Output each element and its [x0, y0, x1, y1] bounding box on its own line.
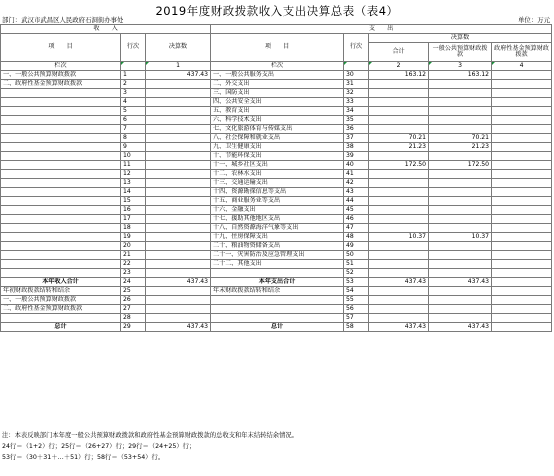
year-income-label: 本年收入合计 — [1, 278, 121, 287]
table-row — [1, 80, 552, 89]
carry-in-line: 25 — [121, 287, 146, 296]
expense-item-cell: 十九、住房保障支出 — [211, 233, 344, 242]
expense-item-cell: 二十二、其他支出 — [211, 260, 344, 269]
carry-out-sub1-general — [429, 296, 492, 305]
expense-fund-cell — [492, 71, 552, 80]
expense-item-cell: 十一、城乡社区支出 — [211, 161, 344, 170]
carry-out-sub2-label — [211, 305, 344, 314]
expense-line-cell: 36 — [344, 125, 369, 134]
income-item-cell — [1, 125, 121, 134]
expense-line-cell: 48 — [344, 233, 369, 242]
expense-general-cell — [429, 269, 492, 278]
income-line-cell: 23 — [121, 269, 146, 278]
expense-fund-cell — [492, 242, 552, 251]
expense-final-group-header: 决算数 — [369, 34, 552, 43]
income-line-cell: 16 — [121, 206, 146, 215]
note-line: 53行＝（30＋31＋…＋51）行；58行＝（53+54）行。 — [2, 454, 165, 461]
expense-total-cell — [369, 206, 429, 215]
income-amount-cell — [146, 80, 211, 89]
income-amount-cell — [146, 89, 211, 98]
income-final-header: 决算数 — [146, 34, 211, 62]
carry-out-sub2-fund — [492, 305, 552, 314]
income-item-cell — [1, 116, 121, 125]
income-item-cell — [1, 170, 121, 179]
expense-item-cell: 十二、农林水支出 — [211, 170, 344, 179]
carry-sub2-amount — [146, 305, 211, 314]
blank-row-amount — [146, 314, 211, 323]
expense-general-cell — [429, 251, 492, 260]
income-item-cell — [1, 260, 121, 269]
blank-row-total — [369, 314, 429, 323]
income-line-cell: 4 — [121, 98, 146, 107]
expense-line-cell: 42 — [344, 179, 369, 188]
expense-item-cell: 十七、援助其他地区支出 — [211, 215, 344, 224]
income-line-cell: 18 — [121, 224, 146, 233]
income-item-cell — [1, 224, 121, 233]
income-item-header: 项 目 — [1, 34, 121, 62]
table-row — [1, 224, 552, 233]
income-amount-cell — [146, 242, 211, 251]
expense-general-cell — [429, 224, 492, 233]
expense-total-cell — [369, 269, 429, 278]
expense-total-cell — [369, 251, 429, 260]
blank-row-general — [429, 314, 492, 323]
expense-general-cell — [429, 170, 492, 179]
carry-out-sub1-total — [369, 296, 429, 305]
income-amount-cell — [146, 224, 211, 233]
expense-item-cell: 十五、商业服务业等支出 — [211, 197, 344, 206]
expense-total-cell — [369, 80, 429, 89]
expense-line-cell: 44 — [344, 197, 369, 206]
carry-out-total — [369, 287, 429, 296]
expense-line-cell: 45 — [344, 206, 369, 215]
expense-item-cell: 一、一般公共服务支出 — [211, 71, 344, 80]
table-row — [1, 188, 552, 197]
carry-sub1-amount — [146, 296, 211, 305]
income-line-cell: 5 — [121, 107, 146, 116]
expense-line-cell: 47 — [344, 224, 369, 233]
expense-total-cell: 70.21 — [369, 134, 429, 143]
expense-fund-cell — [492, 125, 552, 134]
year-income-line: 24 — [121, 278, 146, 287]
blank-row-label — [1, 314, 121, 323]
expense-general-cell — [429, 188, 492, 197]
income-header: 收 入 — [1, 25, 211, 34]
expense-line-cell: 49 — [344, 242, 369, 251]
table-row — [1, 134, 552, 143]
income-amount-cell — [146, 107, 211, 116]
expense-general-cell: 163.12 — [429, 71, 492, 80]
expense-line-cell: 37 — [344, 134, 369, 143]
expense-item-cell: 十四、资源勘探信息等支出 — [211, 188, 344, 197]
col-num-total: 2 — [369, 62, 429, 71]
income-line-header: 行次 — [121, 34, 146, 62]
income-item-cell — [1, 143, 121, 152]
table-row — [1, 71, 552, 80]
income-item-cell — [1, 107, 121, 116]
income-amount-cell: 437.43 — [146, 71, 211, 80]
notes — [2, 430, 552, 463]
income-item-cell — [1, 152, 121, 161]
expense-general-cell — [429, 179, 492, 188]
expense-line-cell: 32 — [344, 89, 369, 98]
expense-fund-cell — [492, 134, 552, 143]
income-line-cell: 21 — [121, 251, 146, 260]
income-item-cell — [1, 197, 121, 206]
expense-total-cell — [369, 242, 429, 251]
department-label: 部门：武汉市武昌区人民政府石洞街办事处 — [2, 16, 124, 24]
expense-line-cell: 50 — [344, 251, 369, 260]
carry-out-sub2-line: 56 — [344, 305, 369, 314]
income-line-cell: 14 — [121, 188, 146, 197]
income-amount-cell — [146, 98, 211, 107]
income-amount-cell — [146, 125, 211, 134]
expense-item-cell: 三、国防支出 — [211, 89, 344, 98]
expense-total-cell: 21.23 — [369, 143, 429, 152]
table-row — [1, 179, 552, 188]
expense-general-cell — [429, 242, 492, 251]
income-line-cell: 20 — [121, 242, 146, 251]
grand-total-income-amount: 437.43 — [146, 323, 211, 332]
income-line-cell: 9 — [121, 143, 146, 152]
expense-col-line — [344, 62, 369, 71]
expense-line-cell: 51 — [344, 260, 369, 269]
income-item-cell — [1, 206, 121, 215]
grand-total-income-label: 总计 — [1, 323, 121, 332]
expense-fund-cell — [492, 215, 552, 224]
blank-row-fund — [492, 314, 552, 323]
table-row — [1, 233, 552, 242]
table-row — [1, 161, 552, 170]
income-line-cell: 8 — [121, 134, 146, 143]
income-amount-cell — [146, 152, 211, 161]
income-line-cell: 6 — [121, 116, 146, 125]
table-row — [1, 242, 552, 251]
income-amount-cell — [146, 179, 211, 188]
expense-general-cell — [429, 197, 492, 206]
expense-general-cell: 172.50 — [429, 161, 492, 170]
table-row — [1, 260, 552, 269]
expense-line-cell: 43 — [344, 188, 369, 197]
expense-item-cell: 十六、金融支出 — [211, 206, 344, 215]
income-item-cell — [1, 215, 121, 224]
table-row — [1, 215, 552, 224]
carry-in-label: 年初财政拨款结转和结余 — [1, 287, 121, 296]
table-row — [1, 125, 552, 134]
expense-fund-cell — [492, 260, 552, 269]
income-amount-cell — [146, 134, 211, 143]
income-line-cell: 22 — [121, 260, 146, 269]
col-num-general: 3 — [429, 62, 492, 71]
expense-line-cell: 46 — [344, 215, 369, 224]
expense-total-cell — [369, 215, 429, 224]
expense-general-cell — [429, 125, 492, 134]
expense-total-cell — [369, 152, 429, 161]
income-line-cell: 3 — [121, 89, 146, 98]
expense-total-cell: 172.50 — [369, 161, 429, 170]
expense-total-cell — [369, 125, 429, 134]
income-amount-cell — [146, 233, 211, 242]
expense-fund-cell — [492, 170, 552, 179]
expense-fund-cell — [492, 206, 552, 215]
expense-line-cell: 33 — [344, 98, 369, 107]
expense-line-cell: 52 — [344, 269, 369, 278]
expense-item-cell: 十八、自然资源海洋气象等支出 — [211, 224, 344, 233]
income-amount-cell — [146, 269, 211, 278]
expense-item-header: 项 目 — [211, 34, 344, 62]
expense-header: 支 出 — [211, 25, 552, 34]
expense-total-cell — [369, 98, 429, 107]
expense-total-cell — [369, 197, 429, 206]
carry-sub2-line: 27 — [121, 305, 146, 314]
note-line: 24行＝（1+2）行；25行＝（26+27）行；29行＝（24+25）行； — [2, 443, 196, 450]
income-amount-cell — [146, 197, 211, 206]
expense-item-cell: 二十、粮油物资储备支出 — [211, 242, 344, 251]
income-line-cell: 13 — [121, 179, 146, 188]
expense-general-cell: 10.37 — [429, 233, 492, 242]
expense-item-cell: 十、节能环保支出 — [211, 152, 344, 161]
carry-out-sub1-fund — [492, 296, 552, 305]
carry-sub1-label: 一、一般公共预算财政拨款 — [1, 296, 121, 305]
grand-total-expense-line: 58 — [344, 323, 369, 332]
expense-general-cell — [429, 98, 492, 107]
income-amount-cell — [146, 143, 211, 152]
income-item-cell — [1, 188, 121, 197]
income-item-cell — [1, 179, 121, 188]
blank-row-right-line: 57 — [344, 314, 369, 323]
expense-total-cell — [369, 188, 429, 197]
year-expense-fund — [492, 278, 552, 287]
expense-item-cell: 十三、交通运输支出 — [211, 179, 344, 188]
blank-row-right-label — [211, 314, 344, 323]
budget-table — [0, 24, 552, 332]
table-row — [1, 197, 552, 206]
income-item-cell — [1, 251, 121, 260]
expense-total-cell: 163.12 — [369, 71, 429, 80]
expense-col-label: 栏次 — [211, 62, 344, 71]
report-title: 2019年度财政拨款收入支出决算总表（表4） — [155, 4, 399, 18]
expense-line-cell: 40 — [344, 161, 369, 170]
carry-out-fund — [492, 287, 552, 296]
table-row — [1, 98, 552, 107]
carry-out-sub2-general — [429, 305, 492, 314]
income-line-cell: 15 — [121, 197, 146, 206]
year-expense-label: 本年支出合计 — [211, 278, 344, 287]
income-amount-cell — [146, 251, 211, 260]
carry-out-sub1-label — [211, 296, 344, 305]
expense-general-cell — [429, 80, 492, 89]
table-row — [1, 107, 552, 116]
expense-item-cell: 八、社会保障和就业支出 — [211, 134, 344, 143]
expense-item-cell: 六、科学技术支出 — [211, 116, 344, 125]
expense-total-cell — [369, 260, 429, 269]
income-item-cell: 一、一般公共预算财政拨款 — [1, 71, 121, 80]
carry-out-line: 54 — [344, 287, 369, 296]
expense-item-cell: 四、公共安全支出 — [211, 98, 344, 107]
blank-row-line: 28 — [121, 314, 146, 323]
income-line-cell: 10 — [121, 152, 146, 161]
expense-general-cell — [429, 107, 492, 116]
year-income-amount: 437.43 — [146, 278, 211, 287]
expense-fund-cell — [492, 116, 552, 125]
grand-total-expense-label: 总计 — [211, 323, 344, 332]
income-amount-cell — [146, 170, 211, 179]
grand-total-income-line: 29 — [121, 323, 146, 332]
expense-total-cell — [369, 179, 429, 188]
expense-fund-cell — [492, 251, 552, 260]
income-line-cell: 1 — [121, 71, 146, 80]
expense-item-cell: 九、卫生健康支出 — [211, 143, 344, 152]
income-amount-cell — [146, 215, 211, 224]
table-row — [1, 116, 552, 125]
expense-fund-cell — [492, 152, 552, 161]
expense-general-cell — [429, 215, 492, 224]
expense-fund-cell — [492, 197, 552, 206]
income-amount-cell — [146, 206, 211, 215]
carry-out-label: 年末财政拨款结转和结余 — [211, 287, 344, 296]
income-amount-cell — [146, 260, 211, 269]
income-item-cell — [1, 134, 121, 143]
expense-total-cell — [369, 224, 429, 233]
income-item-cell: 二、政府性基金预算财政拨款 — [1, 80, 121, 89]
year-expense-line: 53 — [344, 278, 369, 287]
income-line-cell: 7 — [121, 125, 146, 134]
table-row — [1, 89, 552, 98]
expense-item-cell: 七、文化旅游体育与传媒支出 — [211, 125, 344, 134]
income-line-cell: 11 — [121, 161, 146, 170]
expense-general-cell — [429, 206, 492, 215]
expense-fund-cell — [492, 179, 552, 188]
income-item-cell — [1, 233, 121, 242]
income-col-line — [121, 62, 146, 71]
income-item-cell — [1, 98, 121, 107]
carry-out-sub2-total — [369, 305, 429, 314]
income-col-label: 栏次 — [1, 62, 121, 71]
expense-fund-cell — [492, 233, 552, 242]
income-item-cell — [1, 161, 121, 170]
expense-fund-cell — [492, 269, 552, 278]
expense-line-cell: 39 — [344, 152, 369, 161]
expense-line-cell: 38 — [344, 143, 369, 152]
expense-line-cell: 30 — [344, 71, 369, 80]
income-col-num: 1 — [146, 62, 211, 71]
expense-total-cell — [369, 89, 429, 98]
unit-label: 单位：万元 — [518, 16, 550, 24]
expense-line-cell: 35 — [344, 116, 369, 125]
carry-out-general — [429, 287, 492, 296]
expense-general-cell — [429, 152, 492, 161]
general-budget-header: 一般公共预算财政拨款 — [429, 43, 492, 62]
table-row — [1, 206, 552, 215]
income-item-cell — [1, 269, 121, 278]
expense-total-cell: 10.37 — [369, 233, 429, 242]
table-row — [1, 269, 552, 278]
expense-fund-cell — [492, 80, 552, 89]
expense-fund-cell — [492, 224, 552, 233]
expense-item-cell: 二、外交支出 — [211, 80, 344, 89]
expense-line-header: 行次 — [344, 34, 369, 62]
expense-fund-cell — [492, 98, 552, 107]
carry-sub2-label: 二、政府性基金预算财政拨款 — [1, 305, 121, 314]
income-item-cell — [1, 242, 121, 251]
expense-total-cell — [369, 116, 429, 125]
expense-item-cell: 二十一、灾害防治及应急管理支出 — [211, 251, 344, 260]
expense-fund-cell — [492, 161, 552, 170]
expense-fund-cell — [492, 107, 552, 116]
income-line-cell: 12 — [121, 170, 146, 179]
grand-total-expense-fund — [492, 323, 552, 332]
grand-total-expense-total: 437.43 — [369, 323, 429, 332]
expense-fund-cell — [492, 89, 552, 98]
expense-fund-cell — [492, 188, 552, 197]
income-amount-cell — [146, 116, 211, 125]
year-expense-total: 437.43 — [369, 278, 429, 287]
col-num-fund: 4 — [492, 62, 552, 71]
income-line-cell: 19 — [121, 233, 146, 242]
carry-out-sub1-line: 55 — [344, 296, 369, 305]
table-row — [1, 152, 552, 161]
carry-in-amount — [146, 287, 211, 296]
income-item-cell — [1, 89, 121, 98]
note-line: 注：本表反映部门本年度一般公共预算财政拨款和政府性基金预算财政拨款的总收支和年末结转结余情况。 — [2, 432, 298, 439]
expense-item-cell — [211, 269, 344, 278]
year-expense-general: 437.43 — [429, 278, 492, 287]
expense-item-cell: 五、教育支出 — [211, 107, 344, 116]
expense-line-cell: 31 — [344, 80, 369, 89]
income-amount-cell — [146, 188, 211, 197]
total-header: 合计 — [369, 43, 429, 62]
table-row — [1, 143, 552, 152]
fund-budget-header: 政府性基金预算财政拨款 — [492, 43, 552, 62]
expense-general-cell: 21.23 — [429, 143, 492, 152]
income-line-cell: 2 — [121, 80, 146, 89]
expense-total-cell — [369, 170, 429, 179]
carry-sub1-line: 26 — [121, 296, 146, 305]
expense-line-cell: 34 — [344, 107, 369, 116]
expense-general-cell — [429, 89, 492, 98]
expense-line-cell: 41 — [344, 170, 369, 179]
table-row — [1, 251, 552, 260]
income-amount-cell — [146, 161, 211, 170]
expense-general-cell — [429, 260, 492, 269]
table-row — [1, 170, 552, 179]
grand-total-expense-general: 437.43 — [429, 323, 492, 332]
income-line-cell: 17 — [121, 215, 146, 224]
expense-general-cell — [429, 116, 492, 125]
expense-general-cell: 70.21 — [429, 134, 492, 143]
expense-total-cell — [369, 107, 429, 116]
expense-fund-cell — [492, 143, 552, 152]
